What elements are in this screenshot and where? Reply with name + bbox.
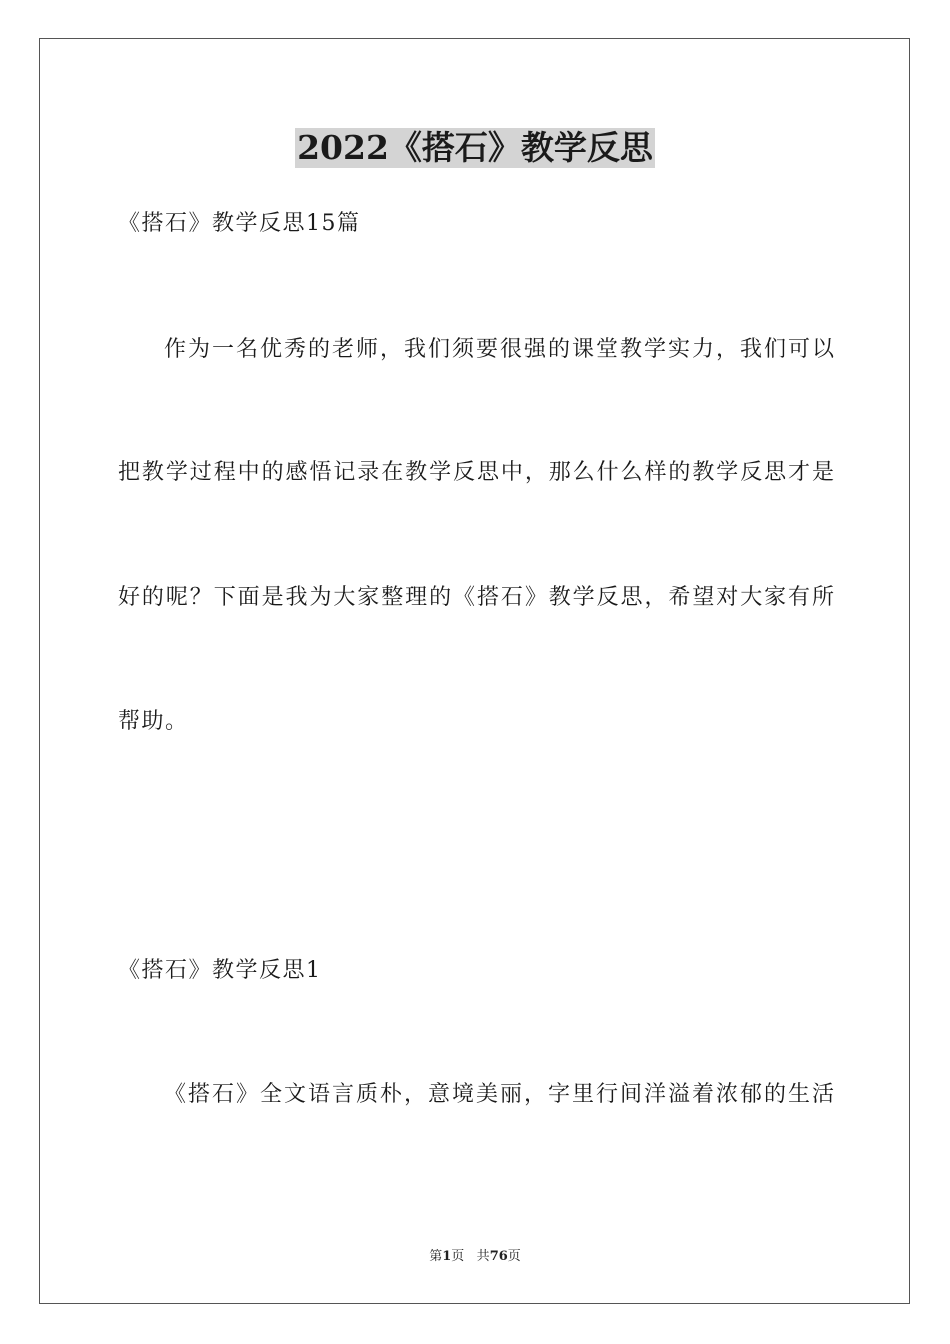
section-heading: 《搭石》教学反思1	[118, 958, 322, 983]
footer-total-suffix: 页	[507, 1249, 521, 1264]
intro-line-3: 好的呢？下面是我为大家整理的《搭石》教学反思，希望对大家有所	[118, 585, 834, 610]
footer-page-suffix: 页	[451, 1249, 465, 1264]
title-container	[0, 128, 950, 168]
footer-total-pages: 76	[489, 1249, 508, 1264]
intro-line-4: 帮助。	[118, 709, 189, 734]
page-footer	[0, 1248, 950, 1266]
document-title: 2022《搭石》教学反思	[297, 128, 653, 167]
document-subtitle: 《搭石》教学反思15篇	[118, 211, 361, 236]
footer-page-prefix: 第	[429, 1249, 443, 1264]
intro-line-2: 把教学过程中的感悟记录在教学反思中，那么什么样的教学反思才是	[118, 460, 834, 485]
footer-total-prefix: 共	[476, 1249, 490, 1264]
footer-page-number: 1	[442, 1249, 452, 1264]
intro-line-1: 作为一名优秀的老师，我们须要很强的课堂教学实力，我们可以	[164, 337, 834, 362]
section-line-1: 《搭石》全文语言质朴，意境美丽，字里行间洋溢着浓郁的生活	[164, 1082, 834, 1107]
